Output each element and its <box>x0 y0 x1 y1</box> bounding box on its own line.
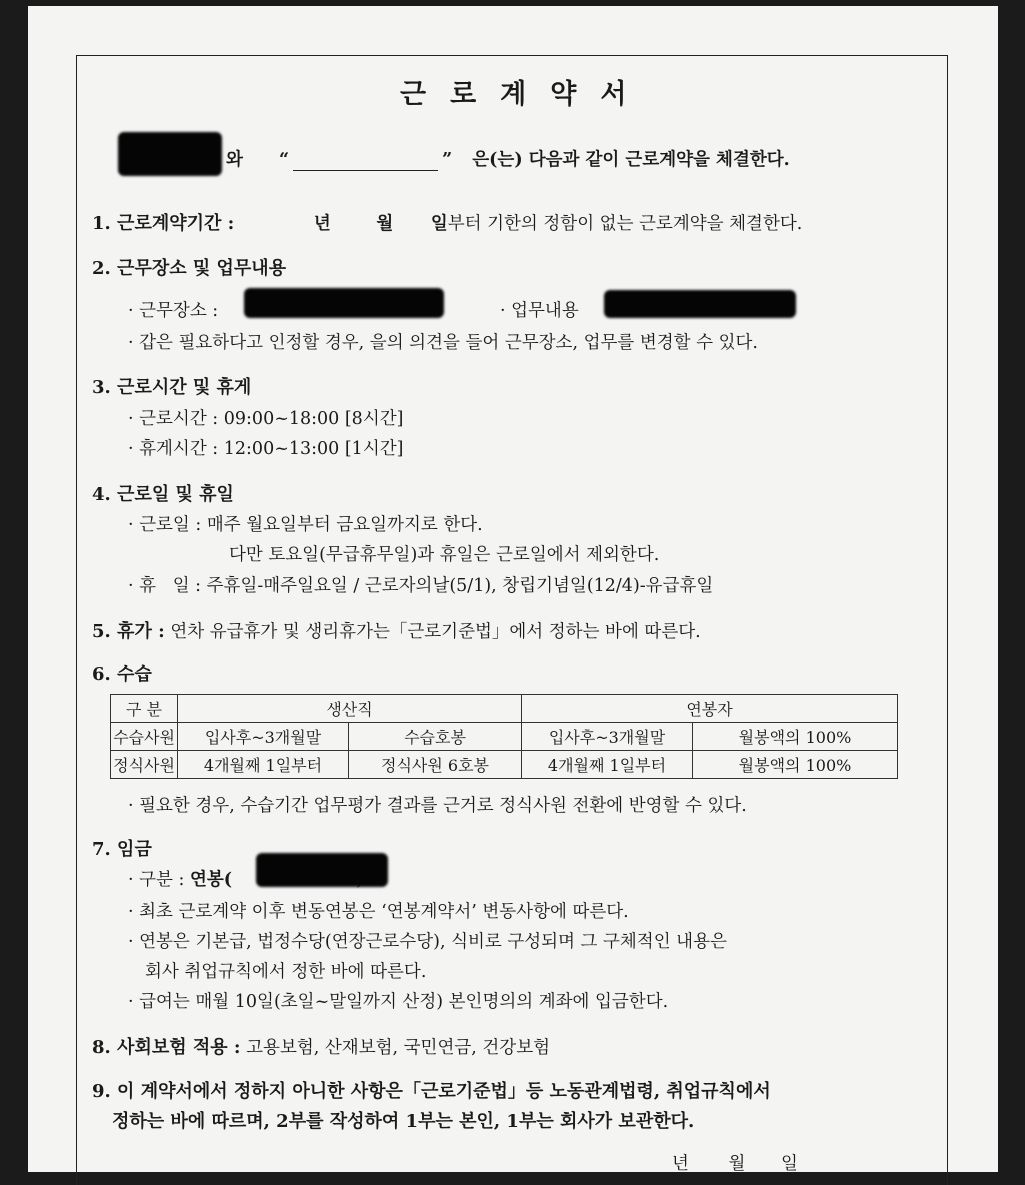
wage-line-1: · 최초 근로계약 이후 변동연봉은 ‘연봉계약서’ 변동사항에 따른다. <box>128 902 629 922</box>
signing-date <box>672 1150 798 1175</box>
section-5 <box>92 617 701 643</box>
section-3-heading: 3. 근로시간 및 휴게 <box>92 377 252 398</box>
table-row <box>111 751 898 779</box>
workdays: · 근로일 : 매주 월요일부터 금요일까지로 한다. <box>128 515 483 535</box>
table-cell: 입사후~3개월말 <box>522 723 693 751</box>
section-6-note: · 필요한 경우, 수습기간 업무평가 결과를 근거로 정식사원 전환에 반영할 수 있다. <box>128 796 747 816</box>
date-year: 년 <box>672 1154 689 1174</box>
section-8-text: 고용보험, 산재보험, 국민연금, 건강보험 <box>246 1038 551 1058</box>
table-cell: 정식사원 <box>111 751 178 779</box>
intro-quote-open: “ <box>279 150 290 170</box>
redacted-party-name <box>118 132 222 176</box>
section-5-text: 연차 유급휴가 및 생리휴가는「근로기준법」에서 정하는 바에 따른다. <box>170 622 701 642</box>
probation-table <box>110 694 898 779</box>
section-1 <box>92 209 802 235</box>
section-8-heading: 8. 사회보험 적용 : <box>92 1037 241 1058</box>
date-month: 월 <box>728 1154 746 1174</box>
redacted-work-place <box>244 288 444 318</box>
table-cell: 월봉액의 100% <box>693 723 898 751</box>
duty-label: · 업무내용 <box>500 301 579 321</box>
wage-line-3: 회사 취업규칙에서 정한 바에 따른다. <box>145 962 427 982</box>
date-day: 일 <box>780 1154 798 1174</box>
work-hours: · 근로시간 : 09:00~18:00 [8시간] <box>128 409 404 429</box>
work-place-label: · 근무장소 : <box>128 301 219 321</box>
table-row <box>111 723 898 751</box>
table-header-row <box>111 695 898 723</box>
break-hours: · 휴게시간 : 12:00~13:00 [1시간] <box>128 439 404 459</box>
intro-party-suffix: 와 <box>226 150 243 170</box>
table-cell: 입사후~3개월말 <box>178 723 349 751</box>
table-header: 연봉자 <box>522 695 898 723</box>
table-header: 구 분 <box>111 695 178 723</box>
day-label: 일 <box>430 214 448 234</box>
section-9-line-2: 정하는 바에 따르며, 2부를 작성하여 1부는 본인, 1부는 회사가 보관한다. <box>112 1111 695 1132</box>
section-1-heading: 1. 근로계약기간 : <box>92 213 235 234</box>
intro-quote-close: ” <box>442 150 453 170</box>
wage-line-2: · 연봉은 기본급, 법정수당(연장근로수당), 식비로 구성되며 그 구체적인 내용은 <box>128 932 727 952</box>
section-7-heading: 7. 임금 <box>92 839 152 860</box>
wage-type-label: · 구분 : <box>128 870 185 890</box>
table-header: 생산직 <box>178 695 522 723</box>
table-cell: 수습호봉 <box>349 723 522 751</box>
section-1-text: 부터 기한의 정함이 없는 근로계약을 체결한다. <box>447 214 803 234</box>
table-cell: 정식사원 6호봉 <box>349 751 522 779</box>
table-cell: 4개월째 1일부터 <box>178 751 349 779</box>
intro-text: 은(는) 다음과 같이 근로계약을 체결한다. <box>472 150 790 170</box>
year-label: 년 <box>313 214 331 234</box>
intro-blank <box>293 154 438 171</box>
redacted-duty <box>604 290 796 318</box>
section-8 <box>92 1033 550 1059</box>
table-cell: 수습사원 <box>111 723 178 751</box>
intro-line <box>226 146 790 171</box>
table-cell: 월봉액의 100% <box>693 751 898 779</box>
wage-type-value: 연봉( <box>189 870 233 890</box>
holidays: · 휴 일 : 주휴일-매주일요일 / 근로자의날(5/1), 창립기념일(12/4)-유급휴일 <box>128 576 714 596</box>
section-6-heading: 6. 수습 <box>92 664 152 685</box>
section-2-heading: 2. 근무장소 및 업무내용 <box>92 258 287 279</box>
document-title: 근로계약서 <box>400 79 651 110</box>
wage-line-4: · 급여는 매월 10일(초일~말일까지 산정) 본인명의의 계좌에 입금한다. <box>128 992 669 1012</box>
workdays-exception: 다만 토요일(무급휴무일)과 휴일은 근로일에서 제외한다. <box>229 545 660 565</box>
section-5-heading: 5. 휴가 : <box>92 621 165 642</box>
redacted-salary <box>256 853 388 887</box>
table-cell: 4개월째 1일부터 <box>522 751 693 779</box>
section-4-heading: 4. 근로일 및 휴일 <box>92 484 234 505</box>
section-2-note: · 갑은 필요하다고 인정할 경우, 을의 의견을 들어 근무장소, 업무를 변경할 수 있다. <box>128 333 758 353</box>
section-9-line-1: 9. 이 계약서에서 정하지 아니한 사항은「근로기준법」등 노동관계법령, 취업규칙에서 <box>92 1081 771 1102</box>
month-label: 월 <box>376 214 394 234</box>
